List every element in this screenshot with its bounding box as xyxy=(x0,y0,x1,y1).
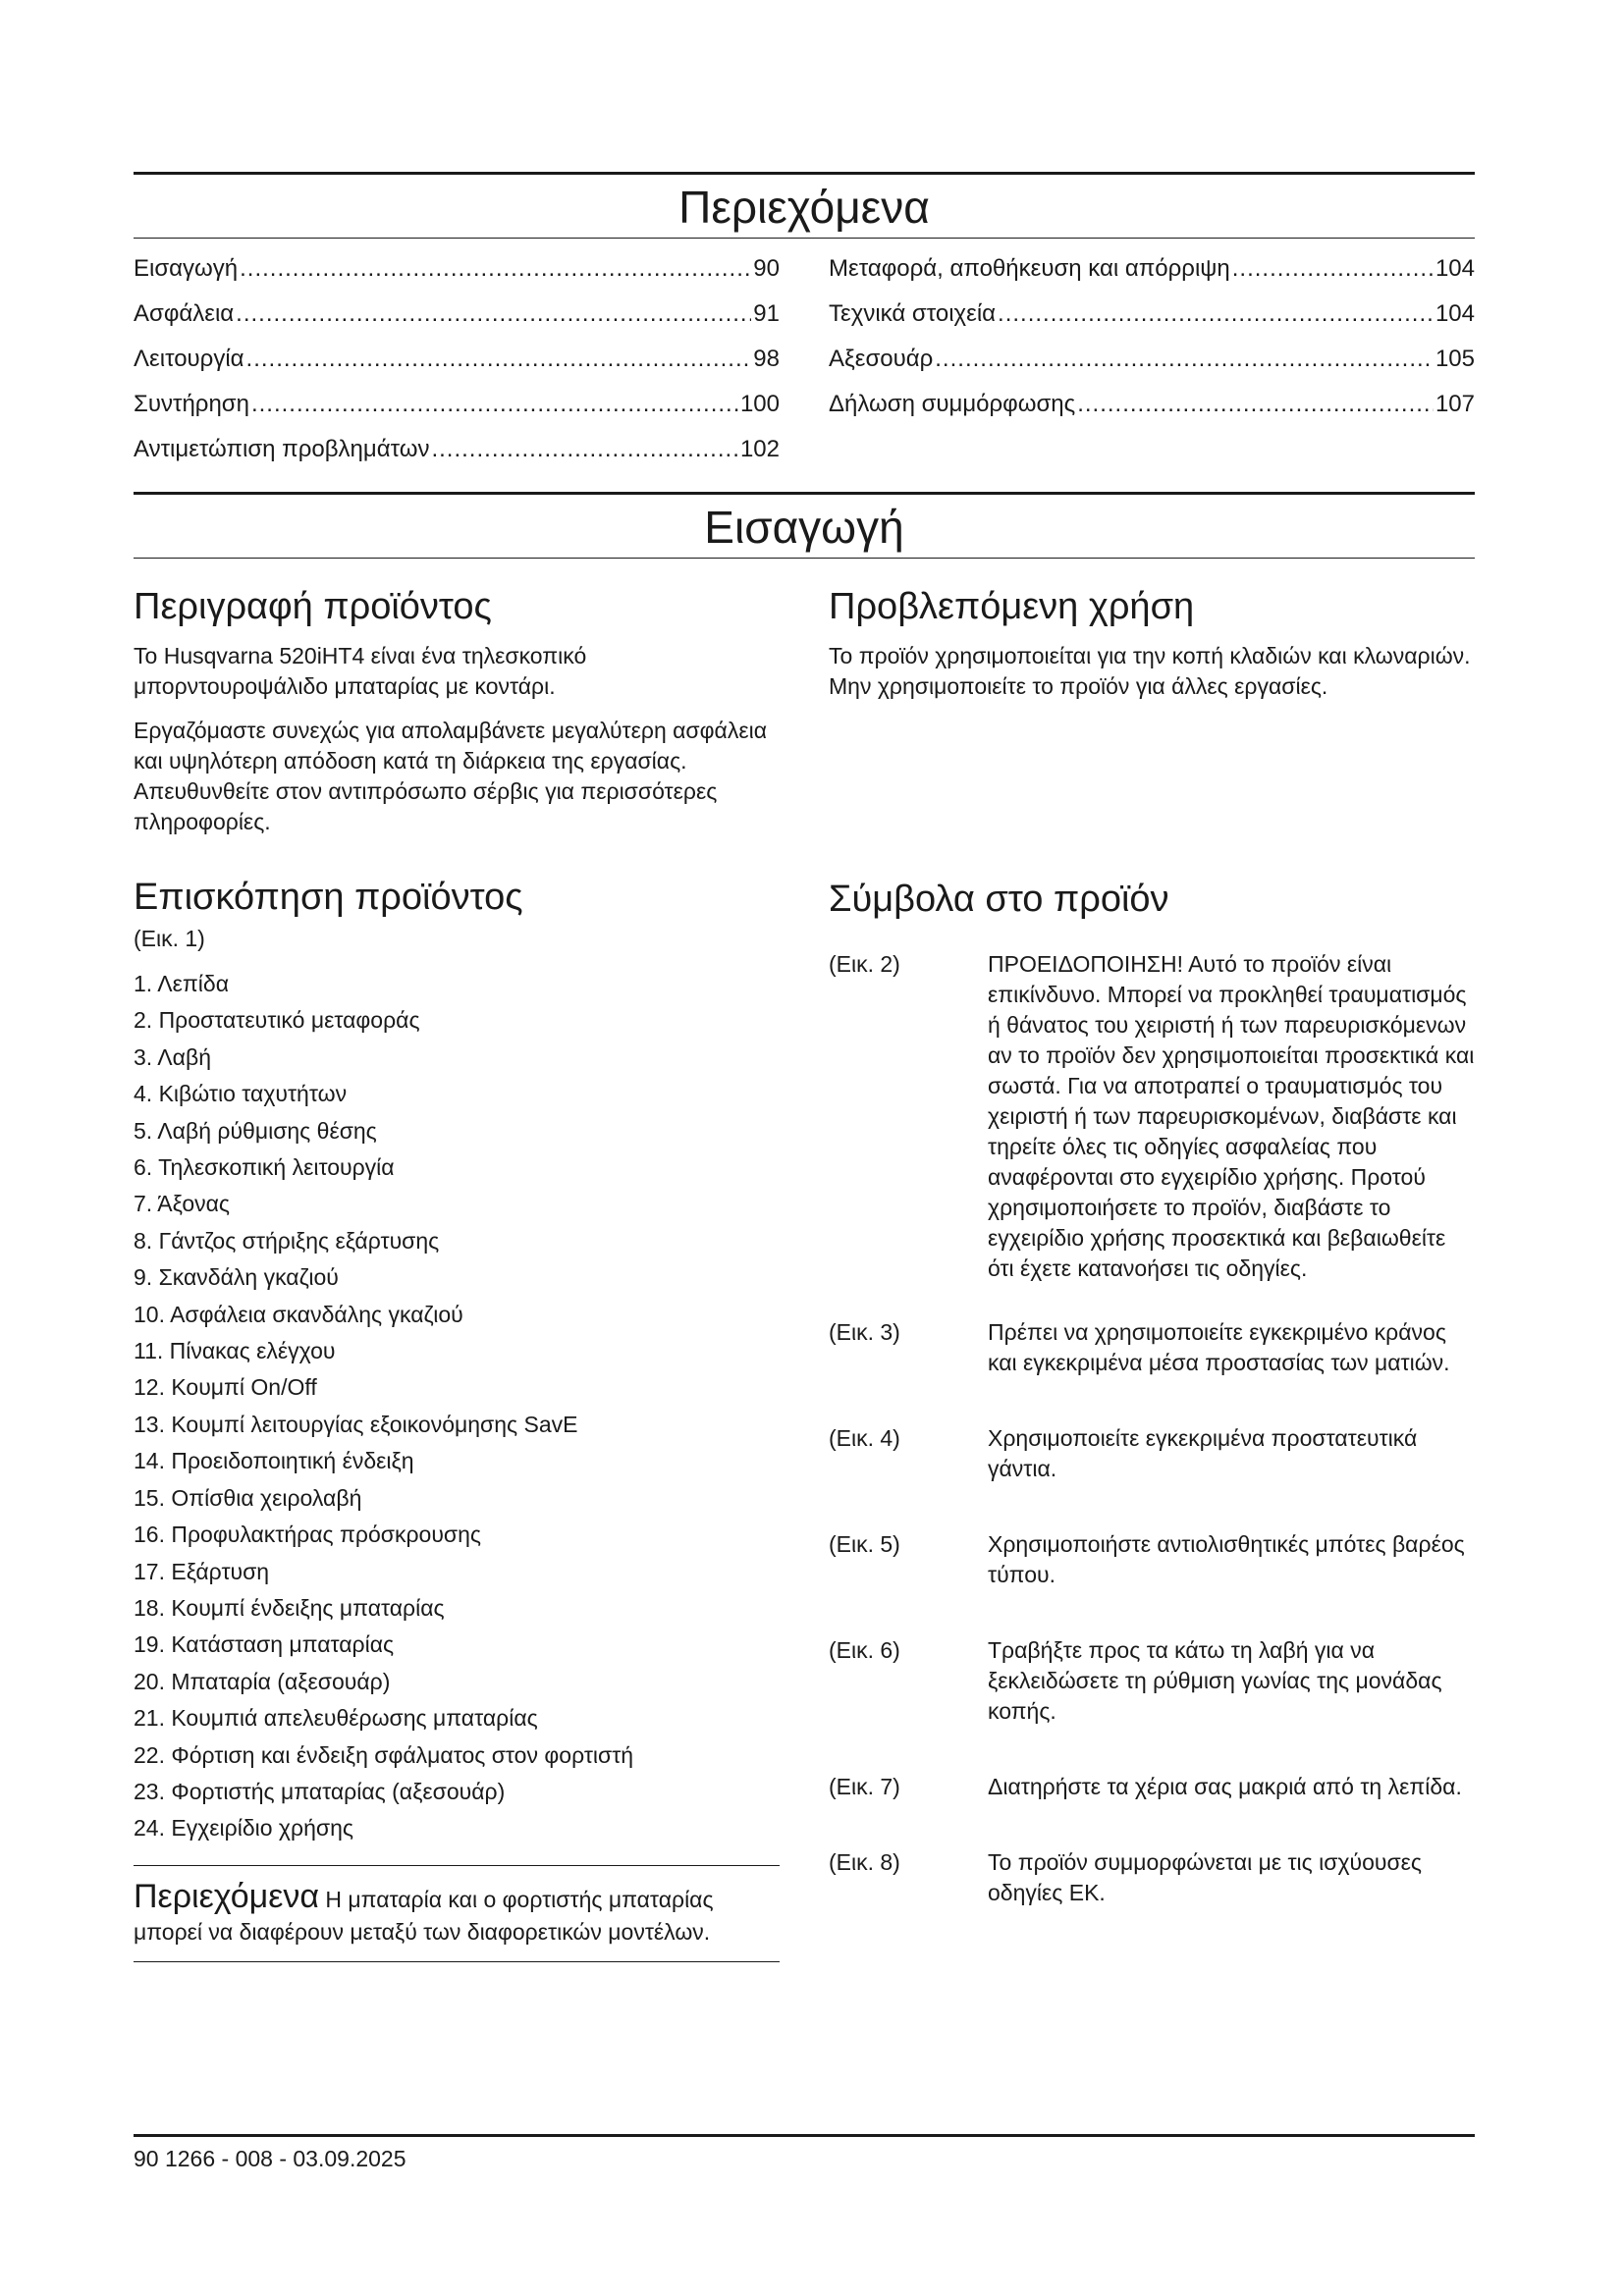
toc-entry[interactable]: Δήλωση συμμόρφωσης ..... 107 xyxy=(829,382,1475,427)
intended-use-text: Το προϊόν χρησιμοποιείται για την κοπή κλαδιών και κλωναριών. Μην χρησιμοποιείτε το προϊόν για άλλες εργασίες. xyxy=(829,643,1471,699)
intended-use-heading: Προβλεπόμενη χρήση xyxy=(829,586,1195,627)
list-item: 18. Κουμπί ένδειξης μπαταρίας xyxy=(134,1594,445,1621)
figure-reference: (Εικ. 5) xyxy=(829,1531,900,1557)
list-item: 24. Εγχειρίδιο χρήσης xyxy=(134,1815,353,1842)
list-item: 3. Λαβή xyxy=(134,1043,211,1070)
toc-entry[interactable]: Λειτουργία ..... 98 xyxy=(134,337,780,382)
list-item: 2. Προστατευτικό μεταφοράς xyxy=(134,1007,420,1034)
symbol-description: Τραβήξτε προς τα κάτω τη λαβή για να ξεκλειδώσετε τη ρύθμιση γωνίας της μονάδας κοπής. xyxy=(988,1637,1442,1724)
list-item: 4. Κιβώτιο ταχυτήτων xyxy=(134,1081,348,1107)
note-lead: Περιεχόμενα xyxy=(134,1877,320,1915)
list-item: 10. Ασφάλεια σκανδάλης γκαζιού xyxy=(134,1301,463,1327)
toc-entry[interactable]: Τεχνικά στοιχεία ..... 104 xyxy=(829,292,1475,337)
intro-bottom-rule xyxy=(134,558,1475,559)
list-item: 5. Λαβή ρύθμισης θέσης xyxy=(134,1117,377,1144)
toc-entry[interactable]: Αξεσουάρ ..... 105 xyxy=(829,337,1475,382)
product-description-text: Το Husqvarna 520iHT4 είναι ένα τηλεσκοπικό μπορντουροψάλιδο μπαταρίας με κοντάρι. xyxy=(134,643,587,699)
table-of-contents xyxy=(134,246,1475,472)
symbol-row xyxy=(829,1847,1475,1908)
symbol-description: Πρέπει να χρησιμοποιείτε εγκεκριμένο κράνος και εγκεκριμένα μέσα προστασίας των ματιών. xyxy=(988,1319,1450,1375)
toc-entry[interactable]: Εισαγωγή ..... 90 xyxy=(134,246,780,292)
list-item: 1. Λεπίδα xyxy=(134,971,229,996)
figure-reference: (Εικ. 4) xyxy=(829,1425,900,1451)
list-item: 8. Γάντζος στήριξης εξάρτυσης xyxy=(134,1227,440,1254)
list-item: 21. Κουμπιά απελευθέρωσης μπαταρίας xyxy=(134,1705,538,1732)
manual-page xyxy=(134,172,1475,1962)
list-item: 13. Κουμπί λειτουργίας εξοικονόμησης SavE xyxy=(134,1411,578,1437)
intro-columns xyxy=(134,584,1475,1962)
note-text: Η μπαταρία και ο φορτιστής μπαταρίας μπορεί να διαφέρουν μεταξύ των διαφορετικών μοντέλων. xyxy=(134,1886,714,1945)
toc-left-column xyxy=(134,246,780,472)
symbol-row xyxy=(829,1423,1475,1484)
list-item: 16. Προφυλακτήρας πρόσκρουσης xyxy=(134,1522,481,1548)
symbol-description: Το προϊόν συμμορφώνεται με τις ισχύουσες οδηγίες ΕΚ. xyxy=(988,1849,1422,1905)
toc-entry[interactable]: Συντήρηση ..... 100 xyxy=(134,382,780,427)
symbol-row xyxy=(829,1529,1475,1590)
symbols-heading: Σύμβολα στο προϊόν xyxy=(829,879,1169,920)
symbol-row xyxy=(829,949,1475,1284)
list-item: 6. Τηλεσκοπική λειτουργία xyxy=(134,1154,395,1181)
product-parts-list xyxy=(134,966,780,1847)
symbol-description: ΠΡΟΕΙΔΟΠΟΙΗΣΗ! Αυτό το προϊόν είναι επικίνδυνο. Μπορεί να προκληθεί τραυματισμός ή θάνατος του χειριστή ή των παρευρισκόμενων αν το προϊόν δεν χρησιμοποιείται προσεκτικά και σωστά. Για να αποτραπεί ο τραυματισμός του χειριστή ή των παρευρισκομένων, διαβάστε και τηρείτε όλες τις οδηγίες ασφαλείας που αναφέρονται στο εγχειρίδιο χρήσης. Προτού χρησιμοποιήσετε το προϊόν, διαβάστε το εγχειρίδιο χρήσης προσεκτικά και βεβαιωθείτε ότι έχετε κατανοήσει τις οδηγίες. xyxy=(988,951,1475,1281)
figure-reference: (Εικ. 6) xyxy=(829,1637,900,1663)
intro-right-column xyxy=(829,584,1475,1962)
figure-reference: (Εικ. 1) xyxy=(134,926,205,951)
figure-reference: (Εικ. 3) xyxy=(829,1319,900,1345)
list-item: 7. Άξονας xyxy=(134,1191,231,1217)
symbol-description: Χρησιμοποιείτε εγκεκριμένα προστατευτικά γάντια. xyxy=(988,1425,1418,1481)
product-overview-heading: Επισκόπηση προϊόντος xyxy=(134,877,523,918)
list-item: 9. Σκανδάλη γκαζιού xyxy=(134,1264,339,1291)
intro-top-rule xyxy=(134,492,1475,495)
list-item: 20. Μπαταρία (αξεσουάρ) xyxy=(134,1668,391,1694)
toc-right-column xyxy=(829,246,1475,472)
page-footer: 90 1266 - 008 - 03.09.2025 xyxy=(134,2146,406,2171)
figure-reference: (Εικ. 2) xyxy=(829,951,900,977)
contents-bottom-rule xyxy=(134,238,1475,239)
toc-entry[interactable]: Μεταφορά, αποθήκευση και απόρριψη ..... 104 xyxy=(829,246,1475,292)
list-item: 15. Οπίσθια χειρολαβή xyxy=(134,1484,362,1511)
intro-title: Εισαγωγή xyxy=(704,502,904,553)
product-description-heading: Περιγραφή προϊόντος xyxy=(134,586,492,627)
intro-left-column xyxy=(134,584,780,1962)
symbol-row xyxy=(829,1772,1475,1802)
contents-title: Περιεχόμενα xyxy=(678,182,930,233)
symbol-row xyxy=(829,1317,1475,1378)
list-item: 17. Εξάρτυση xyxy=(134,1558,270,1584)
contents-note xyxy=(134,1865,780,1962)
list-item: 22. Φόρτιση και ένδειξη σφάλματος στον φορτιστή xyxy=(134,1741,634,1768)
toc-entry[interactable]: Ασφάλεια ..... 91 xyxy=(134,292,780,337)
symbol-description: Χρησιμοποιήστε αντιολισθητικές μπότες βαρέος τύπου. xyxy=(988,1531,1465,1587)
list-item: 14. Προειδοποιητική ένδειξη xyxy=(134,1448,414,1474)
symbol-row xyxy=(829,1635,1475,1727)
symbol-description: Διατηρήστε τα χέρια σας μακριά από τη λεπίδα. xyxy=(988,1774,1462,1799)
figure-reference: (Εικ. 8) xyxy=(829,1849,900,1875)
list-item: 19. Κατάσταση μπαταρίας xyxy=(134,1631,395,1658)
list-item: 23. Φορτιστής μπαταρίας (αξεσουάρ) xyxy=(134,1778,506,1804)
list-item: 12. Κουμπί On/Off xyxy=(134,1374,317,1401)
footer-rule xyxy=(134,2134,1475,2137)
contents-top-rule xyxy=(134,172,1475,175)
product-description-text: Εργαζόμαστε συνεχώς για απολαμβάνετε μεγαλύτερη ασφάλεια και υψηλότερη απόδοση κατά τη διάρκεια της εργασίας. Απευθυνθείτε στον αντιπρόσωπο σέρβις για περισσότερες πληροφορίες. xyxy=(134,718,767,834)
list-item: 11. Πίνακας ελέγχου xyxy=(134,1338,336,1364)
figure-reference: (Εικ. 7) xyxy=(829,1774,900,1799)
toc-entry[interactable]: Αντιμετώπιση προβλημάτων ..... 102 xyxy=(134,427,780,472)
